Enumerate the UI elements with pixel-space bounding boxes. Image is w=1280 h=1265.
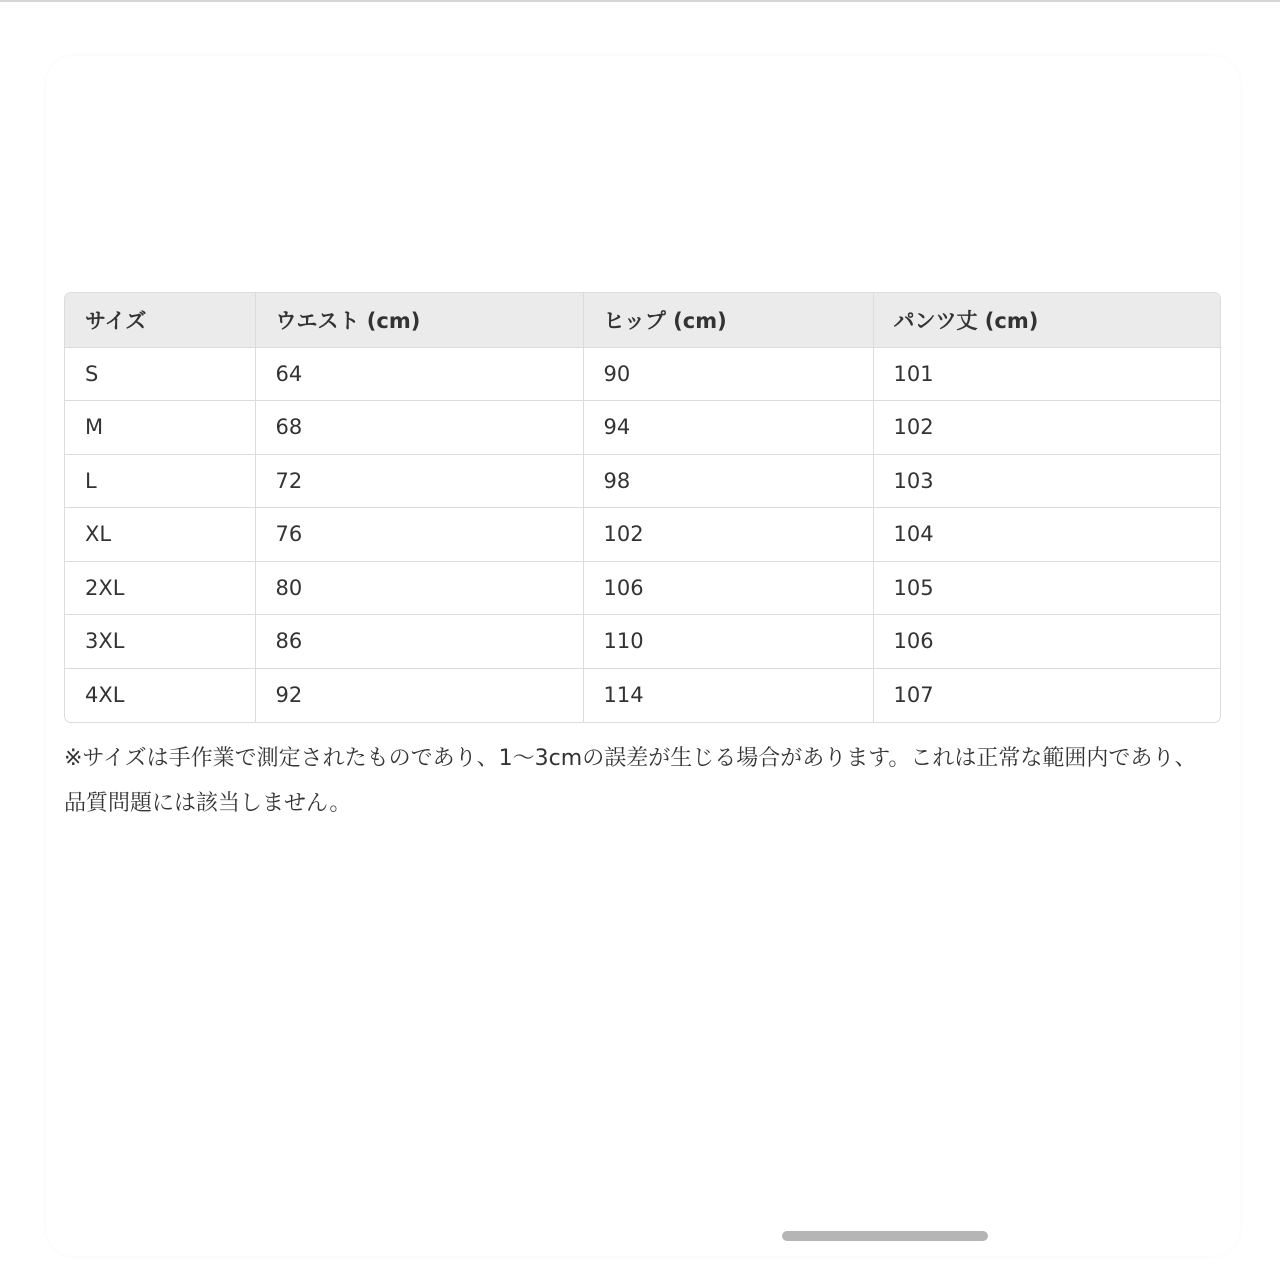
cell-pants-length: 102 [873, 401, 1220, 455]
table-row [65, 668, 1220, 722]
cell-size: M [65, 401, 255, 455]
size-table [65, 293, 1220, 722]
table-header-row [65, 293, 1220, 347]
table-row [65, 454, 1220, 508]
cell-pants-length: 107 [893, 683, 934, 707]
cell-waist: 86 [255, 615, 583, 669]
cell-waist: 64 [255, 347, 583, 401]
header-pants-length: パンツ丈 (cm) [873, 293, 1220, 347]
cell-waist: 92 [255, 668, 583, 722]
cell-waist: 80 [255, 561, 583, 615]
cell-hip: 114 [583, 668, 873, 722]
cell-size: L [65, 454, 255, 508]
header-size: サイズ [65, 293, 255, 347]
cell-pants-length: 101 [873, 347, 1220, 401]
home-indicator-bar[interactable] [782, 1231, 988, 1241]
table-row [65, 615, 1220, 669]
cell-hip: 98 [583, 454, 873, 508]
note-line-1: ※サイズは手作業で測定されたものであり、1～3cmの誤差が生じる場合があります。これは正常な範囲内であり、 [64, 746, 1197, 771]
table-row [65, 561, 1220, 615]
table-row [65, 347, 1220, 401]
cell-waist: 76 [255, 508, 583, 562]
note-line-2: 品質問題には該当しません。 [64, 791, 352, 816]
cell-size: XL [65, 508, 255, 562]
cell-hip: 94 [583, 401, 873, 455]
cell-pants-length: 106 [873, 615, 1220, 669]
cell-hip: 106 [583, 561, 873, 615]
cell-pants-length: 103 [873, 454, 1220, 508]
table-row [65, 401, 1220, 455]
table-row [65, 508, 1220, 562]
cell-hip: 90 [583, 347, 873, 401]
cell-waist: 68 [255, 401, 583, 455]
cell-pants-length: 104 [873, 508, 1220, 562]
header-waist: ウエスト (cm) [255, 293, 583, 347]
cell-hip: 110 [583, 615, 873, 669]
size-chart [64, 292, 1221, 723]
measurement-note [64, 736, 1224, 826]
cell-size: 2XL [65, 561, 255, 615]
cell-size: S [65, 347, 255, 401]
cell-pants-length: 105 [873, 561, 1220, 615]
cell-size: 4XL [65, 668, 255, 722]
cell-waist: 72 [255, 454, 583, 508]
cell-size: 3XL [65, 615, 255, 669]
header-hip: ヒップ (cm) [583, 293, 873, 347]
top-divider [0, 0, 1280, 2]
cell-hip: 102 [583, 508, 873, 562]
